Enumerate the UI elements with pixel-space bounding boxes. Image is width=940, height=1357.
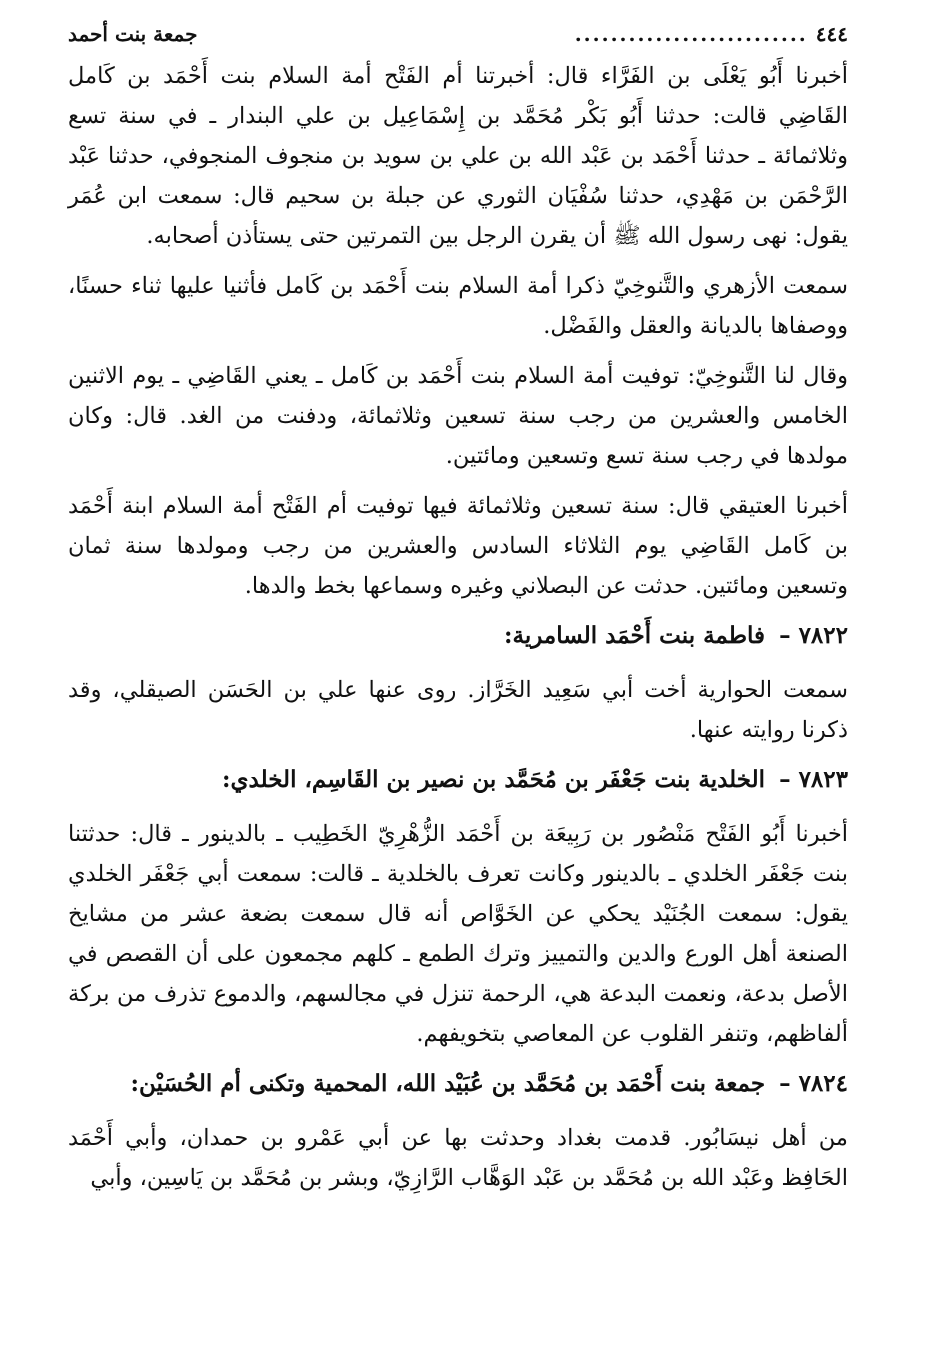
paragraph-5: سمعت الحوارية أخت أبي سَعِيد الخَرَّاز. روى عنها علي بن الحَسَن الصيقلي، وقد ذكرنا روايته عنها. <box>68 677 848 743</box>
paragraph-3: وقال لنا التَّنوخِيّ: توفيت أمة السلام بنت أَحْمَد بن كَامل ـ يعني القَاضِي ـ يوم الاثنين الخامس والعشرين من رجب سنة تسعين وثلاثمائة، ودفنت من الغد. قال: وكان مولدها في رجب سنة تسع وتسعين ومائتين. <box>68 363 848 469</box>
entry-number: ٧٨٢٣ – <box>779 766 848 793</box>
entry-heading-7823 <box>68 760 848 800</box>
entry-number: ٧٨٢٤ – <box>779 1070 848 1097</box>
entry-title: جمعة بنت أَحْمَد بن مُحَمَّد بن عُبَيْد الله، المحمية وتكنى أم الحُسَيْن: <box>130 1070 766 1097</box>
paragraph-6: أخبرنا أَبُو الفَتْح مَنْصُور بن رَبِيعَة بن أَحْمَد الزُّهْرِيّ الخَطِيب ـ بالدينور ـ قال: حدثتنا بنت جَعْفَر الخلدي ـ بالدينور وكانت تعرف بالخلدية ـ قالت: سمعت أبي جَعْفَر الخلدي يقول: سمعت الجُنَيْد يحكي عن الخَوَّاص أنه قال سمعت بضعة عشر من مشايخ الصنعة أهل الورع والدين والتمييز وترك الطمع ـ كلهم مجمعون على أن القصص في الأصل بدعة، ونعمت البدعة هي، الرحمة تنزل في مجالسهم، والدموع تذرف من بركة ألفاظهم، وتنفر القلوب عن المعاصي بتخويفهم. <box>68 821 848 1047</box>
running-title: جمعة بنت أحمد <box>68 22 198 46</box>
page-header <box>68 22 848 56</box>
entry-number: ٧٨٢٢ – <box>779 622 848 649</box>
paragraph-2: سمعت الأزهري والتَّنوخِيّ ذكرا أمة السلام بنت أَحْمَد بن كَامل فأثنيا عليها ثناء حسنًا، ووصفاها بالديانة والعقل والفَضْل. <box>68 273 848 339</box>
paragraph-7: من أهل نيسَابُور. قدمت بغداد وحدثت بها عن أبي عَمْرو بن حمدان، وأبي أَحْمَد الحَافِظ وعَبْد الله بن مُحَمَّد بن عَبْد الوَهَّاب الرَّازِيّ، وبشر بن مُحَمَّد بن يَاسِين، وأبي <box>68 1125 848 1191</box>
entry-title: فاطمة بنت أَحْمَد السامرية: <box>504 622 766 649</box>
leader-dots: .......................... <box>574 22 808 46</box>
paragraph-1: أخبرنا أَبُو يَعْلَى بن الفَرَّاء قال: أخبرتنا أم الفَتْح أمة السلام بنت أَحْمَد بن كَامل القَاضِي قالت: حدثنا أَبُو بَكْر مُحَمَّد بن إِسْمَاعِيل بن علي البندار ـ في سنة تسع وثلاثمائة ـ حدثنا أَحْمَد بن عَبْد الله بن علي بن سويد بن منجوف المنجوفي، حدثنا عَبْد الرَّحْمَن بن مَهْدِي، حدثنا سُفْيَان الثوري عن جبلة بن سحيم قال: سمعت ابن عُمَر يقول: نهى رسول الله ﷺ أن يقرن الرجل بين التمرتين حتى يستأذن أصحابه. <box>68 63 848 249</box>
page-body <box>68 56 848 1198</box>
entry-heading-7822 <box>68 616 848 656</box>
entry-heading-7824 <box>68 1064 848 1104</box>
entry-title: الخلدية بنت جَعْفَر بن مُحَمَّد بن نصير بن القَاسِم، الخلدي: <box>222 766 766 793</box>
page-number: ٤٤٤ <box>815 22 848 46</box>
paragraph-4: أخبرنا العتيقي قال: سنة تسعين وثلاثمائة فيها توفيت أم الفَتْح أمة السلام ابنة أَحْمَد بن كَامل القَاضِي يوم الثلاثاء السادس والعشرين من رجب ومولدها سنة ثمان وتسعين ومائتين. حدثت عن البصلاني وغيره وسماعها بخط والدها. <box>68 493 848 599</box>
